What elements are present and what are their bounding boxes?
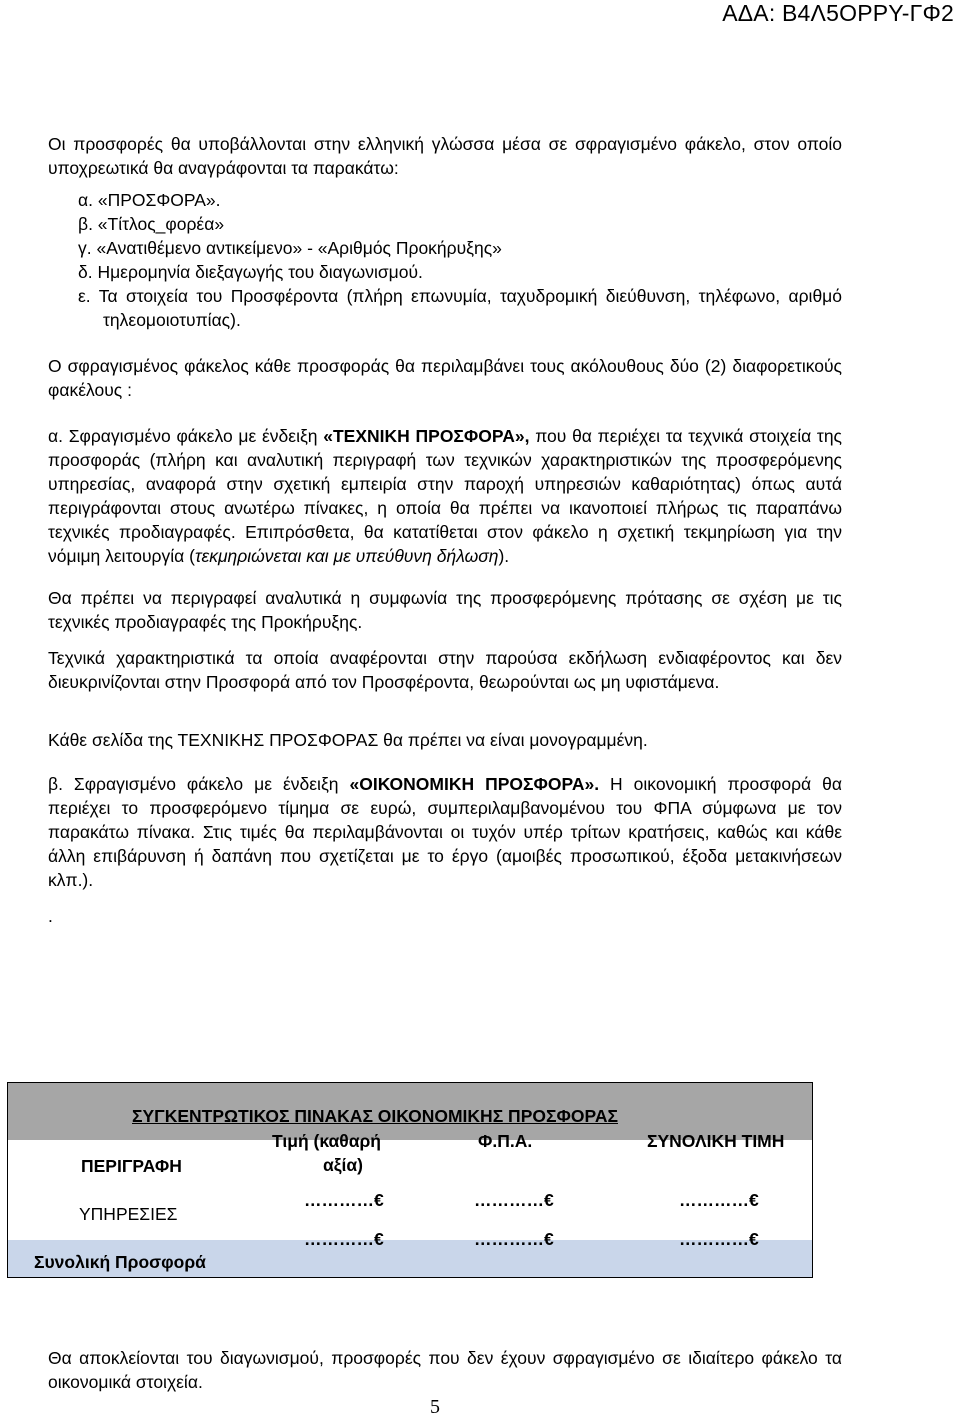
cell-net-total: …………€ — [304, 1229, 384, 1249]
financial-summary-table — [7, 1082, 813, 1278]
technical-body: που θα περιέχει τα τεχνικά στοιχεία της προσφοράς (πλήρη και αναλυτική περιγραφή των τεχνικών χαρακτηριστικών της προσφερόμενης υπηρεσίας, αναφορά στην σχετική εμπειρία στην παροχή υπηρεσιών καθαριότητας) όπως αυτά περιγράφονται στους ανωτέρω πίνακες, η οποία θα πρέπει να ικανοποιεί πλήρως τις παραπάνω τεχνικές προδιαγραφές. Επιπρόσθετα, θα κατατίθεται στον φάκελο η σχετική τεκμηρίωση για την νόμιμη λειτουργία ( — [48, 426, 842, 566]
financial-offer-paragraph — [48, 772, 842, 892]
list-item: δ. Ημερομηνία διεξαγωγής του διαγωνισμού. — [78, 262, 423, 282]
label-list — [78, 188, 842, 332]
list-item: β. «Τίτλος_φορέα» — [78, 214, 225, 234]
row-label-total-offer: Συνολική Προσφορά — [34, 1252, 206, 1272]
technical-italic: τεκμηριώνεται και με υπεύθυνη δήλωση — [194, 546, 499, 566]
intro-paragraph: Οι προσφορές θα υποβάλλονται στην ελληνική γλώσσα μέσα σε σφραγισμένο φάκελο, στον οποίο υποχρεωτικά θα αναγράφονται τα παρακάτω: — [48, 134, 842, 178]
col-header-net-line1: Τιμή (καθαρή — [272, 1131, 381, 1151]
page-number: 5 — [430, 1396, 440, 1418]
ada-code: ΑΔΑ: Β4Λ5ΟΡΡΥ-ΓΦ2 — [722, 0, 954, 26]
list-item: α. «ΠΡΟΣΦΟΡΑ». — [78, 190, 221, 210]
cell-vat-services: …………€ — [474, 1190, 554, 1210]
table-title: ΣΥΓΚΕΝΤΡΩΤΙΚΟΣ ΠΙΝΑΚΑΣ ΟΙΚΟΝΟΜΙΚΗΣ ΠΡΟΣΦΟΡΑΣ — [132, 1106, 618, 1126]
agreement-paragraph: Θα πρέπει να περιγραφεί αναλυτικά η συμφωνία της προσφερόμενης πρότασης σε σχέση με τις τεχνικές προδιαγραφές της Προκήρυξης. — [48, 588, 842, 632]
list-item: γ. «Ανατιθέμενο αντικείμενο» - «Αριθμός Προκήρυξης» — [78, 238, 502, 258]
technical-prefix: α. Σφραγισμένο φάκελο με ένδειξη — [48, 426, 324, 446]
list-item: ε. Τα στοιχεία του Προσφέροντα (πλήρη επωνυμία, ταχυδρομική διεύθυνση, τηλέφωνο, αριθμό τηλεομοιοτυπίας). — [78, 286, 842, 330]
envelopes-intro: Ο σφραγισμένος φάκελος κάθε προσφοράς θα περιλαμβάνει τους ακόλουθους δύο (2) διαφορετικούς φακέλους : — [48, 356, 842, 400]
cell-total-total: …………€ — [679, 1229, 759, 1249]
cell-net-services: …………€ — [304, 1190, 384, 1210]
technical-offer-label: «ΤΕΧΝΙΚΗ ΠΡΟΣΦΟΡΑ», — [323, 426, 530, 446]
document-body — [48, 132, 842, 928]
unspecified-paragraph: Τεχνικά χαρακτηριστικά τα οποία αναφέρονται στην παρούσα εκδήλωση ενδιαφέροντος και δεν διευκρινίζονται στην Προσφορά από τον Προσφέροντα, θεωρούνται ως μη υφιστάμενα. — [48, 648, 842, 692]
technical-offer-paragraph — [48, 424, 842, 568]
financial-body: Η οικονομική προσφορά θα περιέχει το προσφερόμενο τίμημα σε ευρώ, συμπεριλαμβανομένου του ΦΠΑ σύμφωνα με τον παρακάτω πίνακα. Στις τιμές θα περιλαμβάνονται οι τυχόν υπέρ τρίτων κρατήσεις, καθώς και κάθε άλλη επιβάρυνση ή δαπάνη που σχετίζεται με το έργο (αμοιβές προσωπικού, έξοδα μετακινήσεων κλπ.). — [48, 774, 842, 890]
closing-paragraph: Θα αποκλείονται του διαγωνισμού, προσφορές που δεν έχουν σφραγισμένο σε ιδιαίτερο φάκελο τα οικονομικά στοιχεία. — [48, 1348, 842, 1392]
col-header-total: ΣΥΝΟΛΙΚΗ ΤΙΜΗ — [647, 1131, 785, 1151]
financial-prefix: β. Σφραγισμένο φάκελο με ένδειξη — [48, 774, 350, 794]
col-header-net-line2: αξία) — [323, 1155, 363, 1175]
technical-suffix: ). — [498, 546, 510, 566]
cell-vat-total: …………€ — [474, 1229, 554, 1249]
col-header-vat: Φ.Π.Α. — [478, 1131, 533, 1151]
cell-total-services: …………€ — [679, 1190, 759, 1210]
row-label-services: ΥΠΗΡΕΣΙΕΣ — [79, 1204, 178, 1224]
initialed-paragraph: Κάθε σελίδα της ΤΕΧΝΙΚΗΣ ΠΡΟΣΦΟΡΑΣ θα πρέπει να είναι μονογραμμένη. — [48, 730, 648, 750]
financial-offer-label: «ΟΙΚΟΝΟΜΙΚΗ ΠΡΟΣΦΟΡΑ». — [349, 774, 600, 794]
col-header-description: ΠΕΡΙΓΡΑΦΗ — [81, 1156, 182, 1176]
trailing-dot: . — [48, 906, 53, 926]
